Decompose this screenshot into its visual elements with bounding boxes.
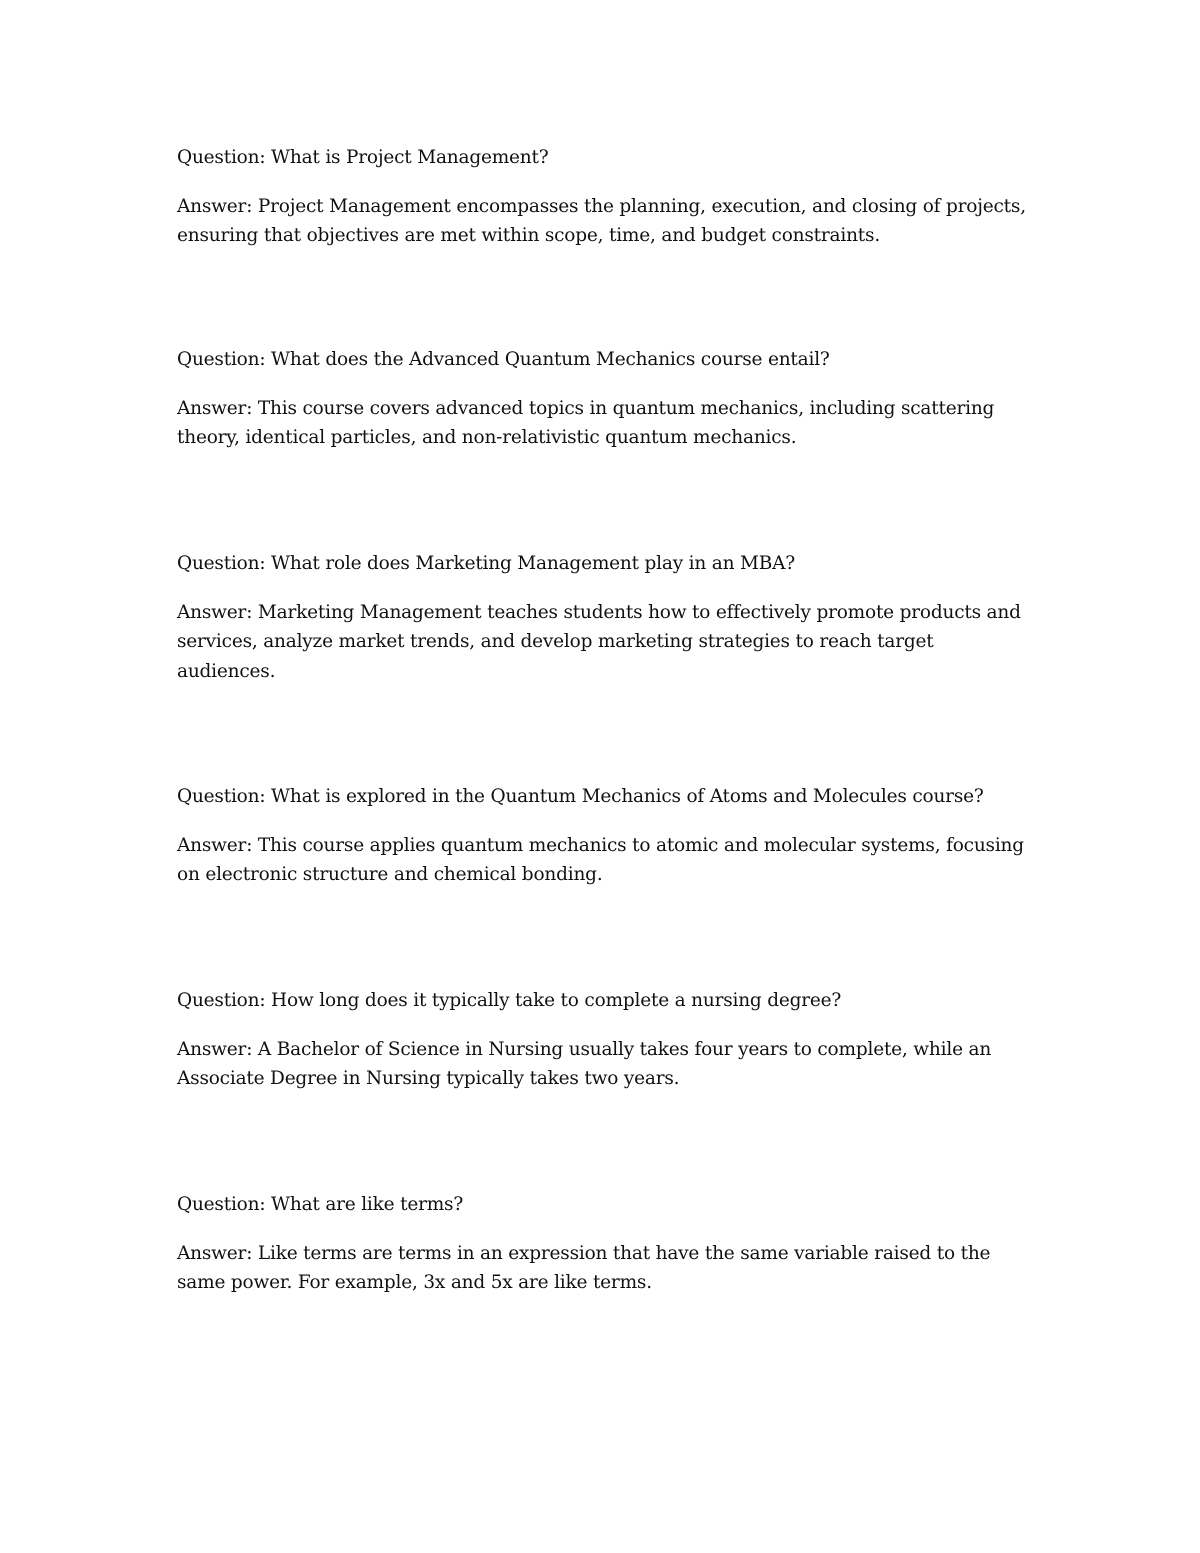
qa-item — [177, 782, 1027, 890]
question-text: Question: What is explored in the Quantum Mechanics of Atoms and Molecules course? — [177, 786, 984, 807]
answer-text: Answer: This course covers advanced topics in quantum mechanics, including scattering theory, identical particles, and non-relativistic quantum mechanics. — [177, 397, 995, 448]
answer-text: Answer: Project Management encompasses the planning, execution, and closing of projects, ensuring that objectives are met within scope, time, and budget constraints. — [177, 195, 1026, 246]
qa-item — [177, 1190, 1027, 1298]
qa-item — [177, 345, 1027, 453]
question-text: Question: What are like terms? — [177, 1194, 464, 1215]
question-text: Question: What is Project Management? — [177, 147, 549, 168]
answer-text: Answer: This course applies quantum mechanics to atomic and molecular systems, focusing on electronic structure and chemical bonding. — [177, 834, 1024, 885]
question-text: Question: What does the Advanced Quantum Mechanics course entail? — [177, 349, 830, 370]
question-text: Question: How long does it typically take to complete a nursing degree? — [177, 990, 842, 1011]
qa-item — [177, 549, 1027, 686]
question-text: Question: What role does Marketing Management play in an MBA? — [177, 553, 796, 574]
qa-item — [177, 143, 1027, 251]
answer-text: Answer: A Bachelor of Science in Nursing usually takes four years to complete, while an Associate Degree in Nursing typically takes two years. — [177, 1038, 992, 1089]
answer-text: Answer: Like terms are terms in an expression that have the same variable raised to the same power. For example, 3x and 5x are like terms. — [177, 1242, 991, 1293]
answer-text: Answer: Marketing Management teaches students how to effectively promote products and services, analyze market trends, and develop marketing strategies to reach target audiences. — [177, 601, 1021, 682]
qa-item — [177, 986, 1027, 1094]
